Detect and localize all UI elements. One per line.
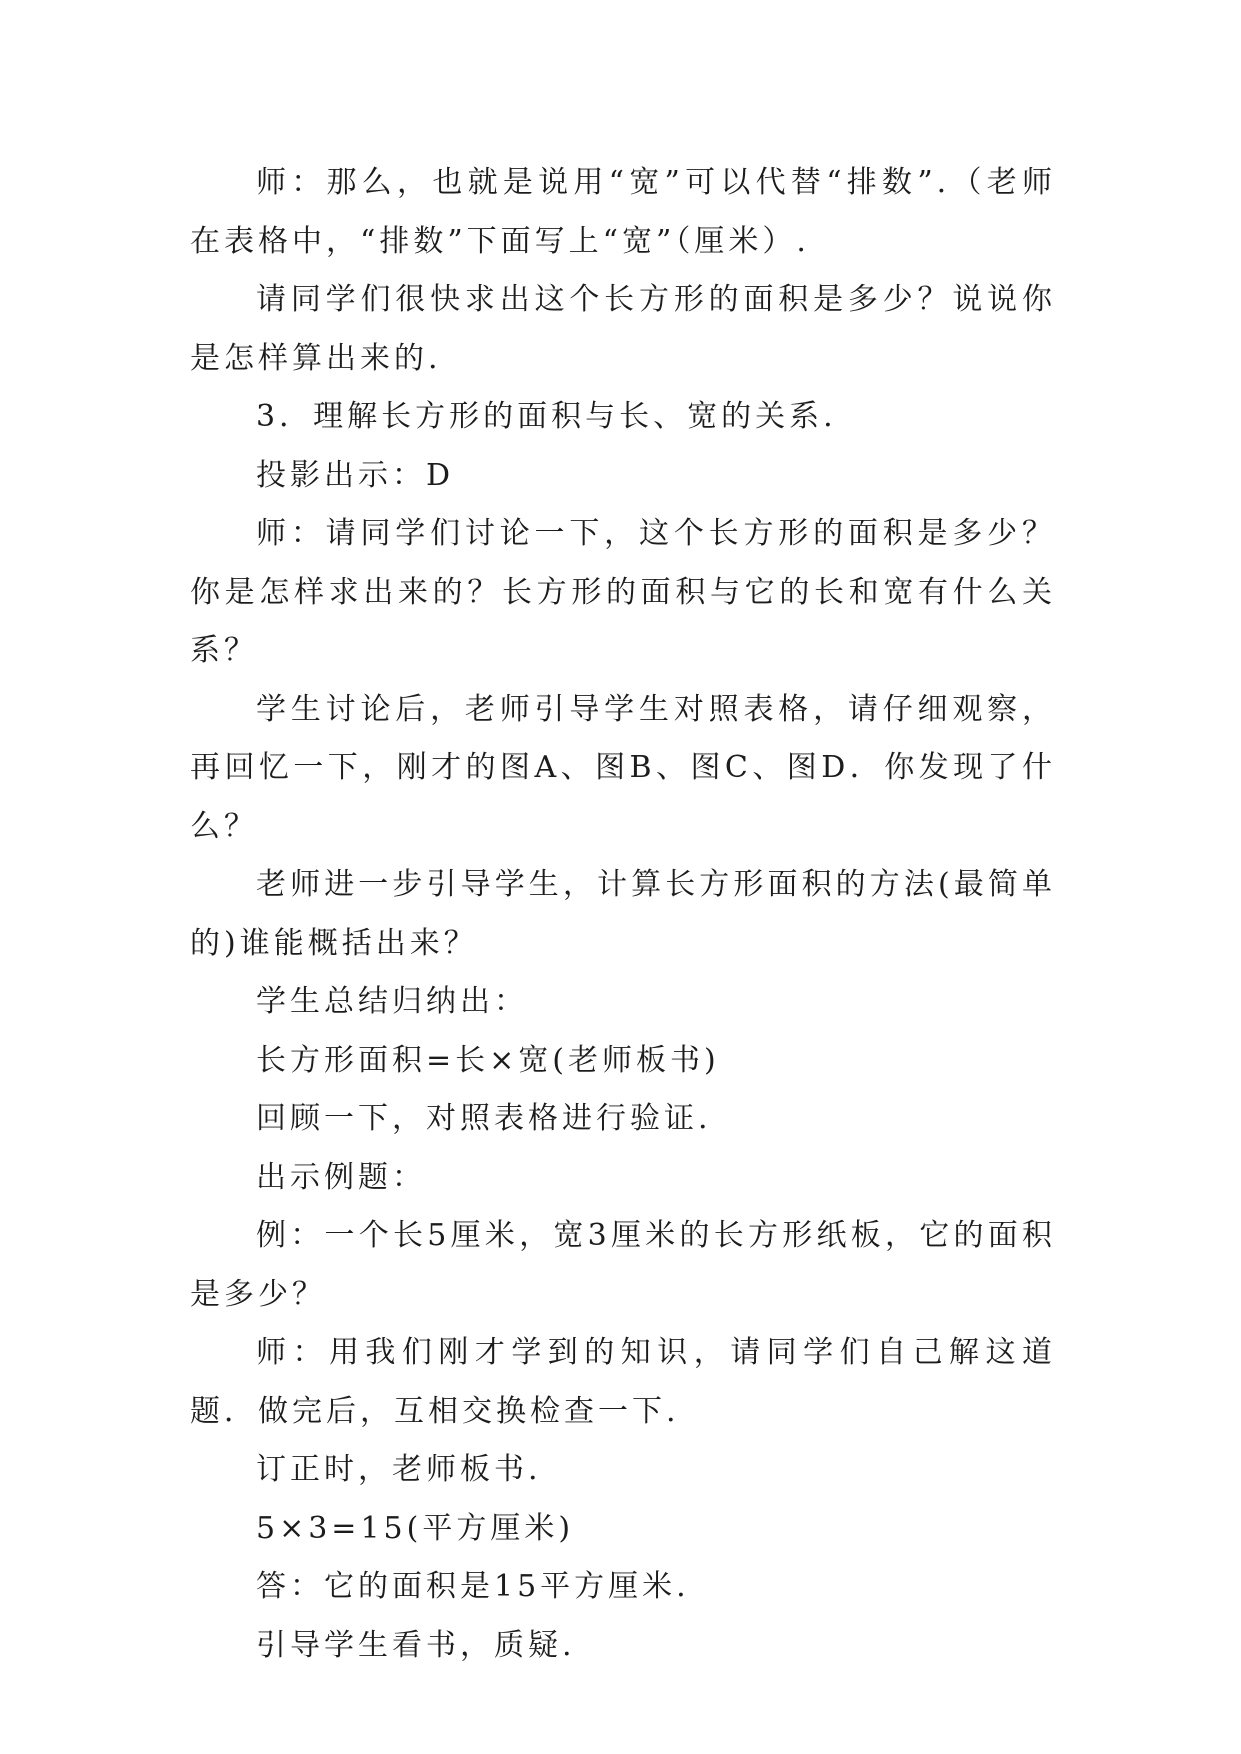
paragraph: 引导学生看书，质疑.: [256, 1627, 576, 1663]
paragraph: 老师进一步引导学生，计算长方形面积的方法(最简单的)谁能概括出来？: [190, 867, 1056, 961]
paragraph: 师：用我们刚才学到的知识，请同学们自己解这道题．做完后，互相交换检查一下.: [190, 1335, 1056, 1429]
paragraph: 学生讨论后，老师引导学生对照表格，请仔细观察，再回忆一下，刚才的图A、图B、图C、图D．你发现了什么？: [190, 691, 1056, 844]
paragraph: 学生总结归纳出：: [256, 984, 528, 1019]
paragraph: 3．理解长方形的面积与长、宽的关系.: [256, 399, 837, 434]
paragraph: 回顾一下，对照表格进行验证.: [256, 1101, 712, 1136]
paragraph: 5×3=15(平方厘米): [256, 1510, 575, 1546]
paragraph: 师：那么，也就是说用“宽”可以代替“排数”.（老师在表格中，“排数”下面写上“宽”（厘米）.: [190, 165, 1056, 259]
paragraph: 师：请同学们讨论一下，这个长方形的面积是多少？你是怎样求出来的？长方形的面积与它的长和宽有什么关系？: [190, 516, 1056, 668]
paragraph: 投影出示：D: [256, 457, 455, 493]
paragraph: 出示例题：: [256, 1159, 426, 1195]
paragraph: 请同学们很快求出这个长方形的面积是多少？说说你是怎样算出来的.: [190, 282, 1056, 376]
paragraph: 长方形面积=长×宽(老师板书): [256, 1042, 720, 1078]
paragraph: 例：一个长5厘米，宽3厘米的长方形纸板，它的面积是多少？: [190, 1218, 1056, 1312]
document-body: [190, 154, 1056, 1675]
paragraph: 订正时，老师板书.: [256, 1452, 542, 1487]
paragraph: 答：它的面积是15平方厘米.: [256, 1569, 690, 1604]
